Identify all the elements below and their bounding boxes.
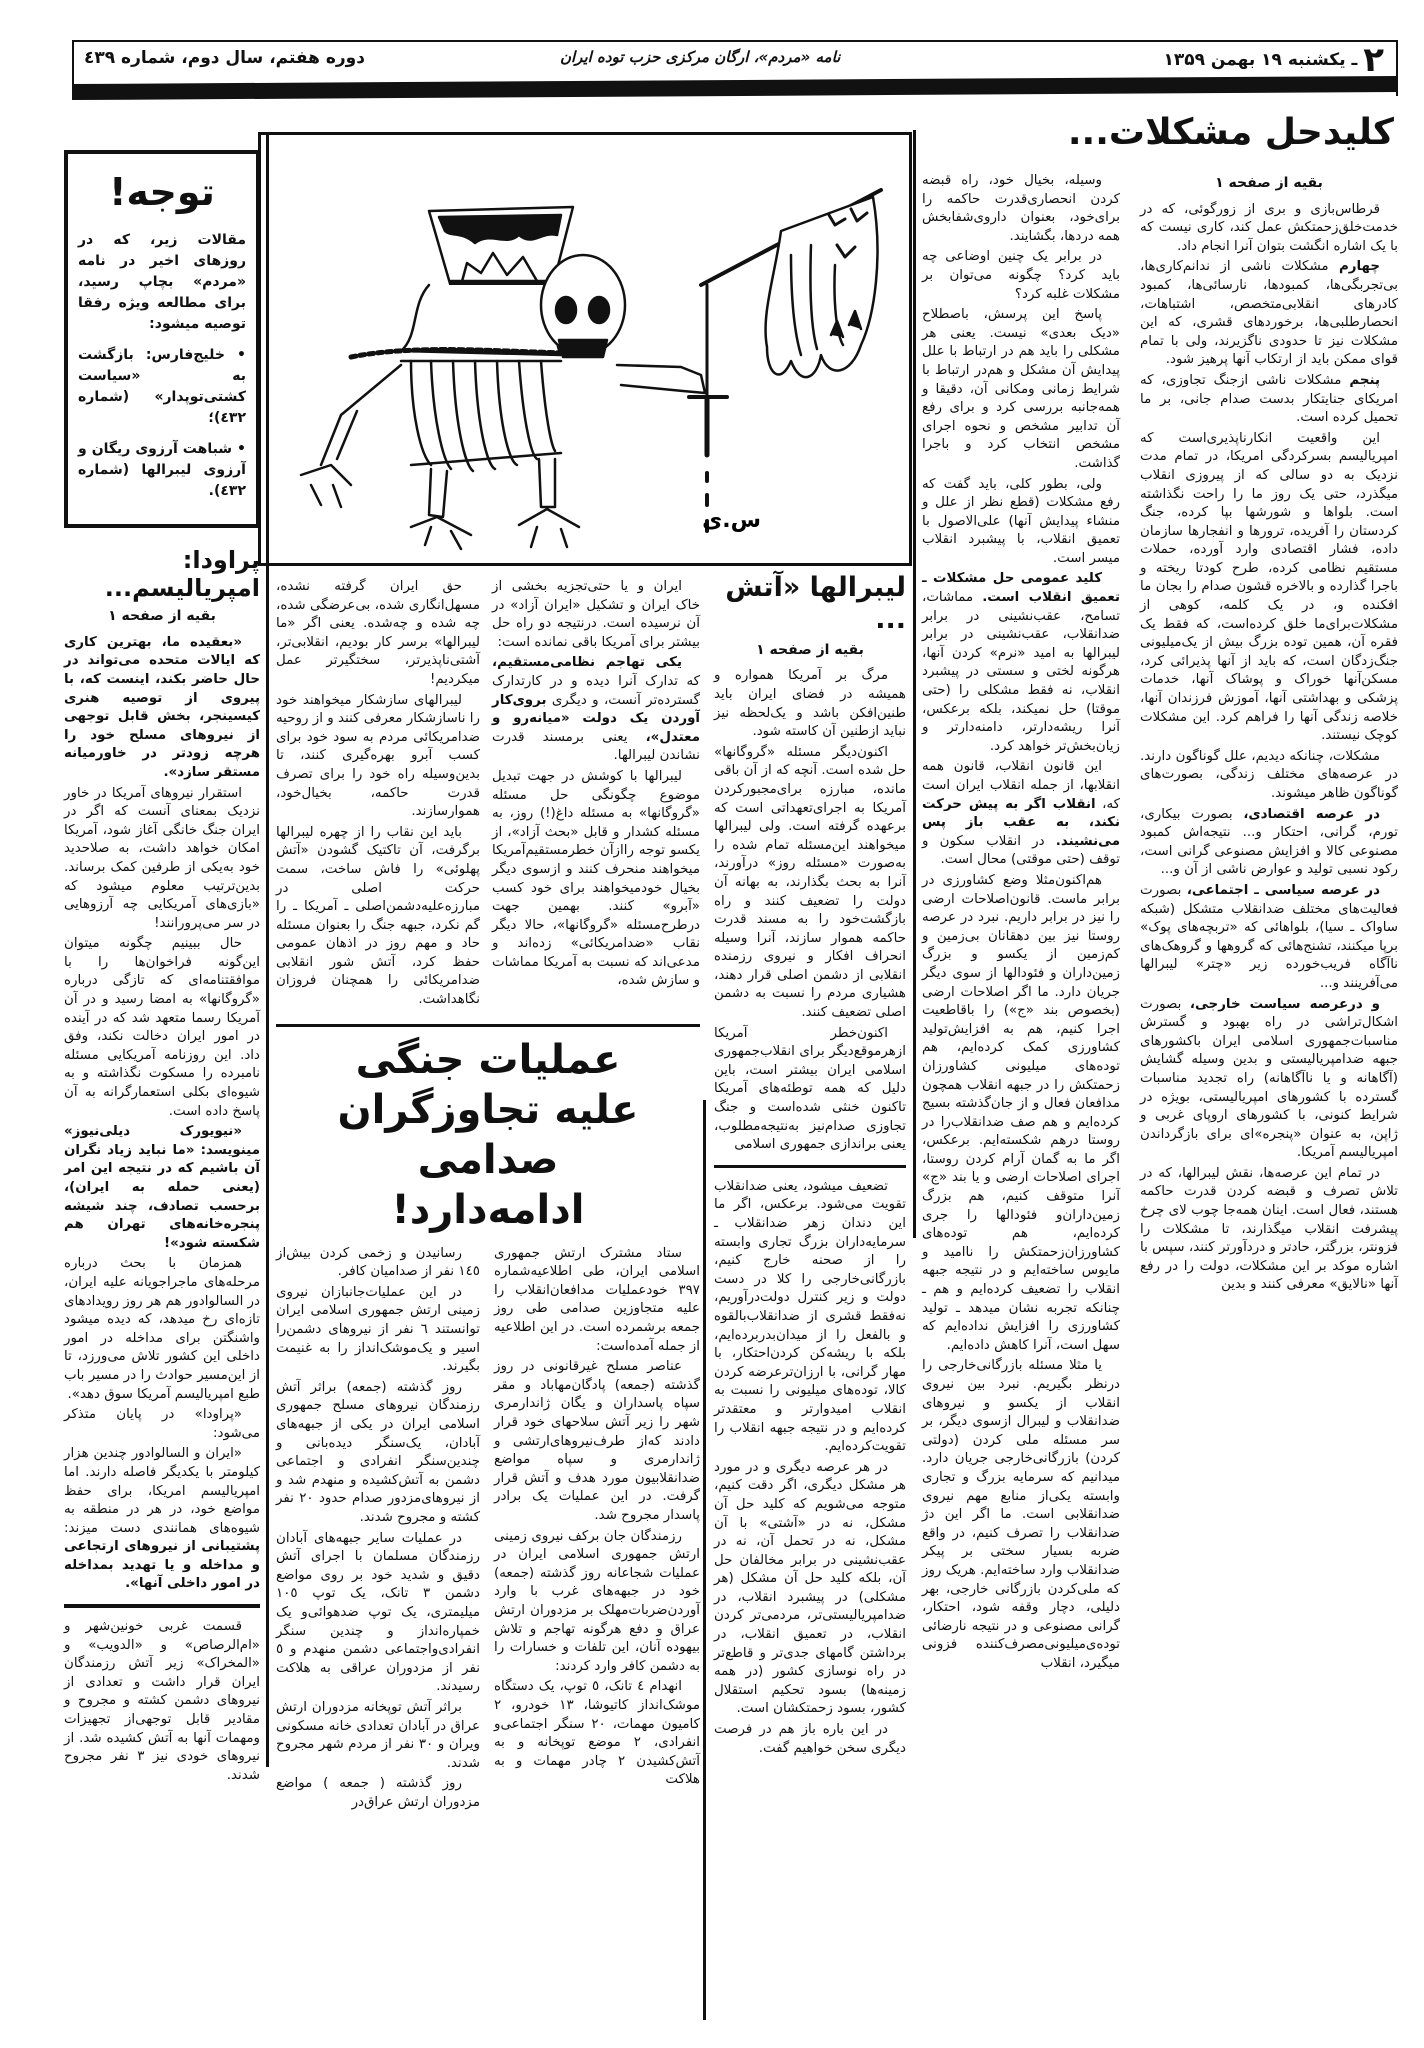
paragraph: ستاد مشترک ارتش جمهوری اسلامی ایران، طی اطلاعیه‌شماره ۳۹۷ خود‌عملیات مدافعان‌انقلاب را علیه متجاوزین صدامی طی روز جمعه برشمرده است. در این اطلاعیه از جمله آمده‌است: [494, 1245, 700, 1354]
bold-text: یکی تهاجم نظامی‌مستقیم، [492, 655, 682, 671]
article-war-col-1 [494, 1245, 700, 1815]
paragraph: در این عملیات‌جانبازان نیروی زمینی ارتش جمهوری اسلامی ایران توانستند ٦ نفر از نیروهای دشمن‌را اسیر و یک‌موشک‌انداز را به غنیمت بگیرند. [276, 1284, 480, 1375]
bold-text: «بعقیده ما، بهترین کاری که ایالات متحده می‌تواند در حال حاضر بکند، اینست که، با پیروی از توصیه هنری کیسینجر، بخش قابل توجهی از نیروهای مسلح خود را هرچه زودتر در خاورمیانه مستقر سازد». [64, 634, 260, 780]
paragraph: انهدام ٤ تانک، ٥ توپ، یک دستگاه موشک‌انداز کاتیوشا، ۱۳ خودرو، ۲ کامیون مهمات، ۲۰ سنگر اجتماعی‌و انفرادی، ۲ موضع توپخانه و به آتش‌کشیدن ۲ چادر مهمات و به هلاکت [494, 1679, 700, 1788]
text: بصورت اشکال‌تراشی در راه بهبود و گسترش مناسبات‌جمهوری اسلامی ایران باکشورهای جبهه ضدامپریالیستی و بدین وسیله گشایش (آگاهانه و یا ناآگاهانه) راه تجدید مناسبات گسترده با کشورهای امپریالیستی، بویژه در شرایط کنونی، با کشورهای اروپای غربی و ژاپن، به عنوان «پنجره»ای برای بازگرداندن امپریالیسم آمریکا. [1140, 996, 1398, 1161]
article-body [492, 578, 700, 991]
article-liberals-col-2 [492, 578, 700, 1012]
paragraph: اکنون‌خطر آمریکا ازهرموقع‌دیگر برای انقلاب‌جمهوری اسلامی ایران بیشتر است، باین دلیل که همه توطئه‌های آمریکا تاکنون خنثی شده‌است و جنگ تجاوزی صدام‌نیز به‌نتیجه‌مطلوب، یعنی براندازی جمهوری اسلامی [714, 1025, 906, 1153]
page-date [1163, 40, 1384, 80]
paragraph: همزمان با بحث درباره مرحله‌های ماجراجویانه علیه ایران، در السالوادور هم هر روز رویدادهای تازه‌ای رخ میدهد، که دیده میشود واشنگتن برای مداخله در امور داخلی این کشور تلاش می‌ورزد، تا از این‌مسیر حوادث را در مسیر باب طبع امپریالیسم آمریکا سوق دهد». [64, 1256, 260, 1402]
paragraph: لیبرالها با کوشش در جهت تبدیل موضوع چگونگی حل مسئله «گروگانها» به مسئله داغ(!) روز، به مسئله کشدار و قابل «بحث آزاد»، از یکسو توجه راازآن خطرمستقیم‌آمریکا میخواهند منحرف کنند و ازسوی دیگر بخیال خودمیخواهند برای خود کسب «آبرو» کنند. بهمین جهت درطرح‌مسئله «گروگانها»، حالا دیگر نقاب «ضدامریکائی» زده‌اند و مدعی‌اند که نسبت به آمریکا مماشات و سازش شده، [492, 768, 700, 989]
paragraph [1140, 996, 1398, 1163]
text: که تدارک آنرا دیده و در کارتدارک گسترده‌تر آنست، و دیگری [492, 673, 700, 708]
headline-line: عملیات جنگی [355, 1036, 621, 1083]
paragraph: در برابر یک چنین اوضاعی چه باید کرد؟ چگونه می‌توان بر مشکلات غلبه کرد؟ [922, 249, 1120, 302]
article-key-col-2 [922, 172, 1120, 1676]
bold-text: و درعرصه سیاست خارجی، [1189, 996, 1381, 1012]
paragraph: ایران و یا حتی‌تجزیه بخشی از خاک ایران و تشکیل «ایران آزاد» در آن نرسیده است. درنتیجه دو راه حل بیشتر برای آمریکا باقی نمانده است: [492, 579, 700, 650]
paragraph [1140, 258, 1398, 370]
headline-line: ادامه‌دارد! [391, 1186, 585, 1233]
article-body [1140, 201, 1398, 1295]
article-body [64, 634, 260, 1594]
left-column-flow [64, 150, 260, 1787]
bold-text: انقلاب اگر به پیش حرکت نکند، به عقب باز پس می‌نشیند. [922, 796, 1120, 849]
text: بصورت فعالیت‌های مختلف ضدانقلاب متشکل (شبکه ساواک ـ سیا)، بلواهائی که «تربچه‌های پوک» برپا میکنند، تشنج‌هائی که گروهها و گروهک‌های ناآگاه فریب‌خورده زیر «چتر» لیبرالها می‌آفرینند و... [1140, 882, 1398, 991]
paragraph: «پراودا» در پایان متذکر می‌شود: [64, 1407, 260, 1441]
article-war-col-2 [276, 1245, 480, 1815]
paragraph [922, 758, 1120, 870]
headline-pravda: پراودا: امپریالیسم... [104, 545, 260, 603]
burning-flag-icon [766, 197, 878, 377]
notice-item: • خلیج‌فارس: بازگشت به «سیاست کشتی‌توپدار» (شماره ٤٣٢)؛ [78, 346, 246, 426]
article-key-col-3 [714, 1165, 906, 1758]
paragraph: در عملیات سایر جبهه‌های آبادان رزمندگان مسلمان با اجرای آتش دقیق و شدید خود بر روی مواضع دشمن ۳ تانک، یک توپ ۱۰٥ میلیمتری، یک توپ ضدهوائی‌و یک خمپاره‌انداز و چندین سنگر انفرادی‌واجتماعی دشمن منهدم و ٥ نفر از مزدوران عراقی به هلاکت رسیدند. [276, 1530, 480, 1695]
paragraph: قسمت غربی خونین‌شهر و «ام‌الرصاص» و «الدویب» و «المخراک» زیر آتش رزمندگان ایران قرار داشت و تعدادی از نیروهای دشمن کشته و مجروح و مقادیر قابل توجهی‌از تجهیزات ومهمات آنها به آتش کشیده شد. از نیروهای خودی نیز ۳ نفر مجروح شدند. [64, 1619, 261, 1783]
article-body [714, 1178, 906, 1758]
text: «ایران و السالوادور چندین هزار کیلومتر با یکدیگر فاصله دارند. اما امپریالیسم امریکا، برای حفظ مواضع خود، در هر در منطقه به شیوه‌های همانندی دست میزند: [64, 1446, 260, 1536]
date-text: ـ یکشنبه ۱۹ بهمن ۱۳۵۹ [1163, 50, 1358, 70]
paragraph: روز گذشته (جمعه) براثر آتش رزمندگان نیروهای مسلح جمهوری اسلامی ایران در یکی از جبهه‌های آبادان، یک‌سنگر دیده‌بانی و چندین‌سنگر انفرادی و اجتماعی دشمن به آتش‌کشیده و منهدم شد و از نیروهای‌مزدور صدام حدود ۲۰ نفر کشته و مجروح شدند. [276, 1379, 480, 1525]
paragraph: عناصر مسلح غیرقانونی در روز گذشته (جمعه) پادگان‌مهاباد و مقر سپاه پاسداران و یگان ژاندارمری شهر را زیر آتش سلاحهای خود قرار دادند که‌از طرف‌نیروهای‌ارتشی و ژاندارمری و سپاه مواضع ضدانقلابیون مورد هدف و آتش قرار گرفت. در این عملیات یک برادر پاسدار مجروح شد. [494, 1359, 700, 1523]
page-number: ۲ [1363, 40, 1384, 80]
article-body [276, 1245, 480, 1813]
bold-text: پشتیبانی از نیروهای ارتجاعی و مداخله و یا تهدید بمداخله در امور داخلی آنها». [64, 1539, 260, 1592]
paragraph: وسیله، بخیال خود، راه قبضه کردن انحصاری‌قدرت حاکمه را برای‌خود، بعنوان داروی‌شفابخش همه دردها، بگشایند. [922, 173, 1120, 244]
paragraph: اکنون‌دیگر مسئله «گروگانها» حل شده است. آنچه که از آن باقی مانده، مبارزه برای‌مجبورکردن آمریکا به اجرای‌تعهداتی است که برعهده گرفته است. ولی لیبرالها میخواهند این‌مسئله تمام شده را به‌صورت «مسئله روز» درآورند، آنرا به بحث بگذارند، به بهانه آن دولت را تضعیف کنند و راه بازگشت‌خود را به مسند قدرت حاکمه هموار سازند، آنرا وسیله انحراف افکار و نیروی رزمنده انقلابی از دشمن اصلی قرار دهند، هشیاری مردم را نسبت به دشمن اصلی تضعیف کنند. [714, 744, 906, 1021]
paragraph [1140, 372, 1398, 428]
paragraph: تضعیف میشود، یعنی ضدانقلاب تقویت می‌شود. برعکس، اگر ما این دندان زهر ضدانقلاب ـ سرمایه‌داران بزرگ تجاری وابسته را از صحنه خارج کنیم، بازرگانی‌خارجی را کلا در دست دولت و زیر کنترل دولت‌درآوریم، نه‌فقط قشری از ضدانقلاب‌بالقوه و بالفعل را از میدان‌بدربرده‌ایم، بلکه با ریشه‌کن کردن‌احتکار، با مهار گرانی، با ارزان‌ترعرضه کردن کالا، توده‌های میلیونی را نسبت به انقلاب امیدوارتر و معتقدتر کرده‌ایم و در نتیجه جبهه انقلاب را تقویت‌کرده‌ایم. [714, 1178, 906, 1455]
paragraph [1140, 806, 1398, 880]
text: در انقلاب سکون و توقف (حتی موقتی) محال است. [922, 833, 1120, 868]
masthead: نامه «مردم»، ارگان مرکزی حزب توده ایران [560, 48, 841, 66]
paragraph [64, 1123, 260, 1253]
continued-label: بقیه از صفحه ۱ [1215, 175, 1323, 191]
headline-line: علیه تجاوزگران صدامی [337, 1086, 639, 1183]
liberals-columns-row [276, 578, 700, 1012]
paragraph [64, 634, 260, 783]
column-rule [913, 130, 916, 1238]
paragraph: ولی، بطور کلی، باید گفت که رفع مشکلات (قطع نظر از علل و منشاء پیدایش آنها) علی‌الاصول با تعمیق انقلاب، با پیشبرد انقلاب میسر است. [922, 476, 1120, 566]
article-body [714, 667, 906, 1154]
paragraph: حال ببینیم چگونه میتوان این‌گونه فراخوان‌ها را با موافقتنامه‌ای که تازگی درباره «گروگانها» به امضا رسید و در آن آمریکا رسما متعهد شد که در آینده در امور ایران دخالت نکند، وفق داد. این روزنامه آمریکایی مسئله نامبرده را مسکوت نگذاشته و به شیوه‌ای بکلی استعمارگرانه به آن پاسخ داده است. [64, 936, 260, 1119]
article-key-col-1 [1140, 172, 1398, 1297]
bold-text: در عرصه سیاسی ـ اجتماعی، [1186, 882, 1380, 898]
article-body [922, 172, 1120, 1674]
war-columns-row [276, 1245, 700, 1815]
continued-label: بقیه از صفحه ۱ [108, 608, 216, 625]
paragraph: یا مثلا مسئله بازرگانی‌خارجی را درنظر بگیریم. نبرد بین نیروی انقلاب از یکسو و نیروهای ضدانقلاب و لیبرال ازسوی دیگر، بر سر مسئله ملی کردن (دولتی کردن) بازرگانی‌خارجی جریان دارد. میدانیم که سرمایه بزرگ و تجاری وابسته یکی‌از منابع مهم نیروی ضدانقلابی است. ما اگر این دژ ضدانقلاب را تصرف کنیم، در واقع ضربه بسیار سختی بر پیکر ضدانقلاب وارد ساخته‌ایم. هریک روز که ملی‌کردن بازرگانی خارجی، بهر دلیلی، دچار وقفه شود، احتکار، گرانی مصنوعی و در نتیجه نارضائی توده‌ی‌میلیونی‌مصرف‌کننده فزونی میگیرد، انقلاب [922, 1358, 1120, 1671]
notice-item: • شباهت آرزوی ریگان و آرزوی لیبرالها (شماره ٤٣٢). [78, 440, 246, 499]
paragraph: مشکلات، چنانکه دیدیم، علل گوناگون دارند. در عرصه‌های مختلف زندگی، بصورت‌های گوناگون ظاهر میشوند. [1140, 748, 1398, 801]
text: مشکلات ناشی ازجنگ تجاوزی، که امریکای جنایتکار بدست صدام جانی، بر ما تحمیل کرده است. [1140, 372, 1398, 426]
text: بصورت بیکاری، تورم، گرانی، احتکار و... نتیجه‌اش کمبود مصنوعی کالا و افزایش مصنوعی گرانی است، رکود نسبی تولید و عوارض ناشی از آن و... [1140, 806, 1398, 878]
political-cartoon [258, 132, 912, 566]
text: مماشات، تسامح، عقب‌نشینی در برابر ضدانقلاب، عقب‌نشینی در برابر لیبرالها به امید «نرم» کردن آنها، هرگونه لختی و سستی در پیشبرد انقلاب، نه فقط مشکلی را (حتی موقتا) حل نمیکند، بلکه برعکس، آنرا ریشه‌دارتر، دامنه‌دارتر و زیان‌بخش‌تر خواهد کرد. [922, 590, 1120, 754]
notice-title: توجه! [109, 170, 215, 214]
paragraph: این واقعیت انکارناپذیری‌است که امپریالیسم بسرکردگی امریکا، در تمام مدت نزدیک به دو سالی که از پیروزی انقلاب میگذرد، حتی یک روز ما را راحت نگذاشته است. بلواها و شورشها بپا کرده، جنگ کردستان را آفریده، ترورها و انفجارها سازمان داده، فشار اقتصادی وارد آورده، حملات مستقیم نظامی کرده، طرح کودتا ریخته و باجرا گذارده و بالاخره قشون صدام را بجان ما افکنده و، در یک کلمه، کوهی از مشکلات‌برای‌ما خلق کرده‌است، که فقط یک فقره آن، همین توده بزرگ بیش از یک‌میلیونی جنگ‌زدگان است، که باید از آنها پذیرائی کرد، مسکن‌آنها خوراک و پوشاک آنها، خدمات پزشکی و بهداشتی آنها، آموزش فرزندان آنها، خلاصه زندگی آنها را فراهم کرد. این مشکلات کوچک نیستند. [1140, 430, 1398, 744]
column-c-flow [714, 572, 906, 1760]
bold-text: در عرصه اقتصادی، [1243, 806, 1380, 822]
paragraph: پاسخ این پرسش، باصطلاح «دیک بعدی» نیست. یعنی هر مشکلی را باید هم در ارتباط با علل پیدایش آن مشکل و هم‌در ارتباط با شرایط زمانی ومکانی آن، دقیقا و همه‌جانبه بررسی کرد و برای رفع آن تدابیر مشخص و نحوه اجرای مشخص انتخاب کرد و باجرا گذاشت. [922, 307, 1120, 471]
paragraph: هم‌اکنون‌مثلا وضع کشاورزی در برابر ماست. قانون‌اصلاحات ارضی را نیز در برابر داریم. نبرد در عرصه روستا نیز بین دهقانان بی‌زمین و کم‌زمین از یکسو و بزرگ زمین‌داران و فئودالها از سوی دیگر جریان دارد. ما اگر اصلاحات ارضی (بخصوص بند «ج») را باقاطعیت اجرا کنیم، هم به افزایش‌تولید کشاورزی کمک کرده‌ایم، هم توده‌های میلیونی کشاورزان زحمتکش را در جبهه انقلاب همچون مدافعان فعال و از جان‌گذشته بسیج کرده‌ایم و هم صف ضدانقلاب‌را در روستا درهم شکسته‌ایم. برعکس، اگر ما به گمان آرام کردن روستا، اجرای اصلاحات ارضی و یا بند «ج» آنرا متوقف کنیم، هم بزرگ زمین‌داران‌و فئودالها را جری کرده‌ایم، هم توده‌های کشاورزان‌زحمتکش را ناامید و مایوس ساخته‌ایم و در نتیجه جبهه انقلاب را تضعیف کرده‌ایم و هم ـ چنانکه تجربه نشان میدهد ـ تولید کشاورزی را افزایش نداده‌ایم که سهل است، آنرا کاهش داده‌ایم. [922, 872, 1120, 1353]
headline-key-to-problems: کلیدحل مشکلات... [1067, 112, 1394, 153]
paragraph: در این باره باز هم در فرصت دیگری سخن خواهیم گفت. [714, 1722, 906, 1756]
paragraph [492, 654, 700, 766]
article-liberals-col-3 [276, 578, 480, 1012]
column-rule [703, 1100, 706, 2020]
article-body [64, 1618, 260, 1785]
paragraph: استقرار نیروهای آمریکا در خاور نزدیک بمعنای آنست که اگر در ایران جنگ خانگی آغاز شود، آمریکا امکان خواهد داشت، به صلاحدید خود به‌یکی از طرفین کمک برساند. بدین‌ترتیب معلوم میشود که «بازی‌های آمریکایی چه آرزوهایی در سر می‌پرورانند! [64, 785, 260, 931]
article-body [494, 1245, 700, 1790]
paragraph: باید این نقاب را از چهره لیبرالها برگرفت، آن تاکتیک گشودن «آتش پهلوئی» را فاش ساخت، سمت حرکت اصلی در مبارزه‌علیه‌دشمن‌اصلی ـ آمریکا ـ را گم نکرد، جبهه جنگ را بعنوان مسئله حاد و مهم روز در اذهان عمومی حفظ کرد، آتش شور انقلابی ضدامریکائی را همچنان فروزان نگاهداشت. [276, 824, 480, 1008]
paragraph: حق ایران گرفته نشده، مسهل‌انگاری شده، بی‌عرضگی شده، چه شده و چه‌شده. یعنی اگر «ما لیبرالها» برسر کار بودیم، انقلابی‌تر، آشتی‌ناپذیرتر، سختگیرتر عمل میکردیم! [276, 579, 480, 687]
continued-label: بقیه از صفحه ۱ [756, 641, 864, 658]
cartoon-drawing [261, 135, 909, 563]
paragraph: در هر عرصه دیگری و در مورد هر مشکل دیگری، اگر دقت کنیم، متوجه می‌شویم که کلید حل آن مشکل، نه در «آشتی» با آن مشکل، نه در تحمل آن، نه در عقب‌نشینی در برابر مخالفان حل آن، بلکه کلید حل آن مشکل (هر مشکلی) در پیشبرد انقلاب، در ضدامپریالیستی‌تر، مردمی‌تر کردن انقلاب، در تعمیق انقلاب، در برداشتن گامهای جدی‌تر و قاطع‌تر در راه نوسازی کشور (در همه زمینه‌ها) بسود تحکیم استقلال کشور، بسود زحمتکشان است. [714, 1459, 906, 1717]
paragraph: در تمام این عرصه‌ها، نقش لیبرالها، که در تلاش تصرف و قبضه کردن قدرت حاکمه هستند، فعال است. اینان همه‌جا چوب لای چرخ پیشرفت انقلاب میگذارند، تا مشکلات را فزونتر، بزرگتر، حادتر و دردآورتر کنند، سپس با اشاره موکد بر این مشکلات، دولت را در رفع آنها «نالایق» معرفی کنند و بدین [1140, 1165, 1398, 1293]
bold-text: پنجم [1349, 372, 1380, 388]
paragraph [64, 1445, 260, 1594]
paragraph: براثر آتش توپخانه مزدوران ارتش عراق در آبادان تعدادی خانه مسکونی ویران و ۳۰ نفر از مردم شهر مجروح شدند. [276, 1699, 480, 1771]
cartoonist-signature: س.ی [702, 508, 761, 533]
paragraph: روز گذشته ( جمعه ) مواضع مزدوران ارتش عراق‌در [276, 1776, 480, 1810]
paragraph: قرطاس‌بازی و بری از زورگوئی، که در خدمت‌خلق‌زحمتکش عمل کند، کاری نیست که با یک اشاره انگشت بتوان آنرا انجام داد. [1140, 201, 1398, 254]
bold-text: چهارم [1338, 259, 1380, 275]
article-war-col-3 [64, 1604, 260, 1785]
bold-text: «نیویورک دیلی‌نیوز» مینویسد: «ما نباید زیاد نگران آن باشیم که در نتیجه این امر (یعنی حمله به ایران)، برحسب تصادف، چند شیشه پنجره‌خانه‌های تهران هم شکسته شود»! [64, 1124, 260, 1251]
issue-info: دوره هفتم، سال دوم، شماره ٤٣٩ [84, 48, 365, 68]
notice-box [64, 150, 260, 528]
paragraph: مرگ بر آمریکا همواره و همیشه در فضای ایران باید طنین‌افکن باشد و یک‌لحظه نیز نباید ازطنین آن کاسته شود. [714, 668, 906, 740]
paragraph [1140, 882, 1398, 994]
notice-intro: مقالات زیر، که در روزهای اخیر در نامه «مردم» بچاپ رسید، برای مطالعه ویژه رفقا توصیه میشود: [78, 231, 246, 332]
headline-war-operations [276, 1024, 700, 1235]
headline-liberals: لیبرالها «آتش ... [725, 572, 906, 636]
article-body [276, 578, 480, 1010]
text: این قانون انقلاب، قانون همه انقلابها، از جمله انقلاب ایران است که، [922, 759, 1120, 812]
columns-de-flow [276, 578, 700, 1814]
bold-text: کلید عمومی حل مشکلات ـ تعمیق انقلاب است. [922, 571, 1120, 606]
paragraph: رزمندگان جان برکف نیروی زمینی ارتش جمهوری اسلامی ایران در عملیات شجاعانه روز گذشته (جمعه) خود در جبهه‌های غرب با وارد آوردن‌ضربات‌مهلک بر مزدوران ارتش عراق و دفع هرگونه تهاجم و تلاش بیهوده آنان، این تلفات و خسارات را به دشمن کافر وارد کردند: [494, 1528, 700, 1674]
text: یعنی برمسند قدرت نشاندن لیبرالها. [492, 729, 700, 764]
paragraph: رسانیدن و زخمی کردن بیش‌از ۱٤٥ نفر از صدامیان کافر. [276, 1245, 480, 1280]
bold-text: بروی‌کار آوردن یک دولت «میانه‌رو و معتدل»، [492, 692, 700, 745]
paragraph [922, 570, 1120, 756]
paragraph: لیبرالهای سازشکار میخواهند خود را ناسازشکار معرفی کنند و از روحیه ضدامریکائی مردم به سود خود برای کسب آبرو بهره‌گیری کنند، تا بدین‌وسیله راه خود را برای تصرف قدرت حاکمه، بخیال‌خود، هموارسازند. [276, 692, 480, 820]
text: مشکلات ناشی از ندانم‌کاری‌ها، بی‌تجربگی‌ها، کمبودها، نارسائی‌ها، کمبود کادرهای انقلابی‌متخصص، اشتباهات، انحصارطلبی‌ها، برخوردهای قشری، که این مشکلات نیز تا حدودی ناگزیرند، ولی با تمام قوای ممکن باید از ارتکاب آنها پرهیز شود. [1140, 259, 1398, 368]
